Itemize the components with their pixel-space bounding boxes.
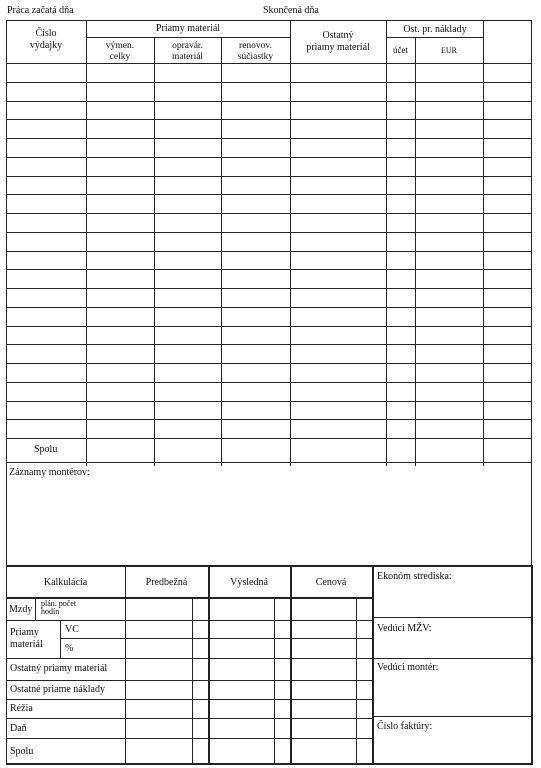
col-exchanged-header: výmen. celky — [105, 41, 135, 62]
wages-label: Mzdy — [9, 604, 33, 615]
overhead-label: Réžia — [10, 703, 33, 714]
other-direct-costs-label: Ostatné priame náklady — [10, 684, 105, 695]
direct-material-label: Priamy materiál — [10, 627, 43, 650]
manager-label: Vedúci MŽV: — [377, 623, 432, 634]
invoice-number-label: Číslo faktúry: — [377, 721, 433, 732]
col-account-header: účet — [393, 45, 408, 55]
col-eur-header: EUR — [441, 46, 457, 55]
other-direct-material-label: Ostatný priamy materiál — [10, 663, 108, 674]
result-header: Výsledná — [230, 577, 268, 588]
percent-label: % — [65, 643, 74, 654]
direct-material-group-header: Priamy materiál — [155, 23, 221, 34]
tax-label: Daň — [10, 723, 27, 734]
table-total-label: Spolu — [34, 444, 58, 455]
col-repaired-header: opravár. materiál — [171, 41, 204, 62]
other-costs-group-header: Ost. pr. náklady — [403, 24, 467, 35]
economist-label: Ekonóm strediska: — [377, 571, 452, 582]
col-other-direct-header: Ostatný priamy materiál — [306, 30, 370, 53]
fitters-notes-label: Záznamy montérov: — [9, 467, 90, 478]
work-started-label: Práca začatá dňa — [7, 5, 74, 16]
calc-total-label: Spolu — [10, 746, 34, 757]
prelim-header: Predbežná — [145, 577, 188, 588]
col-renovated-header: renovov. súčiastky — [237, 41, 274, 62]
col-voucher-header: Číslo výdajky — [29, 28, 63, 51]
calc-header: Kalkulácia — [43, 577, 88, 588]
head-fitter-label: Vedúci montér: — [377, 662, 439, 673]
price-header: Cenová — [315, 577, 347, 588]
work-finished-label: Skončená dňa — [263, 5, 319, 16]
planned-hours-label: plán. počet hodín — [41, 599, 77, 616]
vc-label: VC — [65, 624, 79, 635]
